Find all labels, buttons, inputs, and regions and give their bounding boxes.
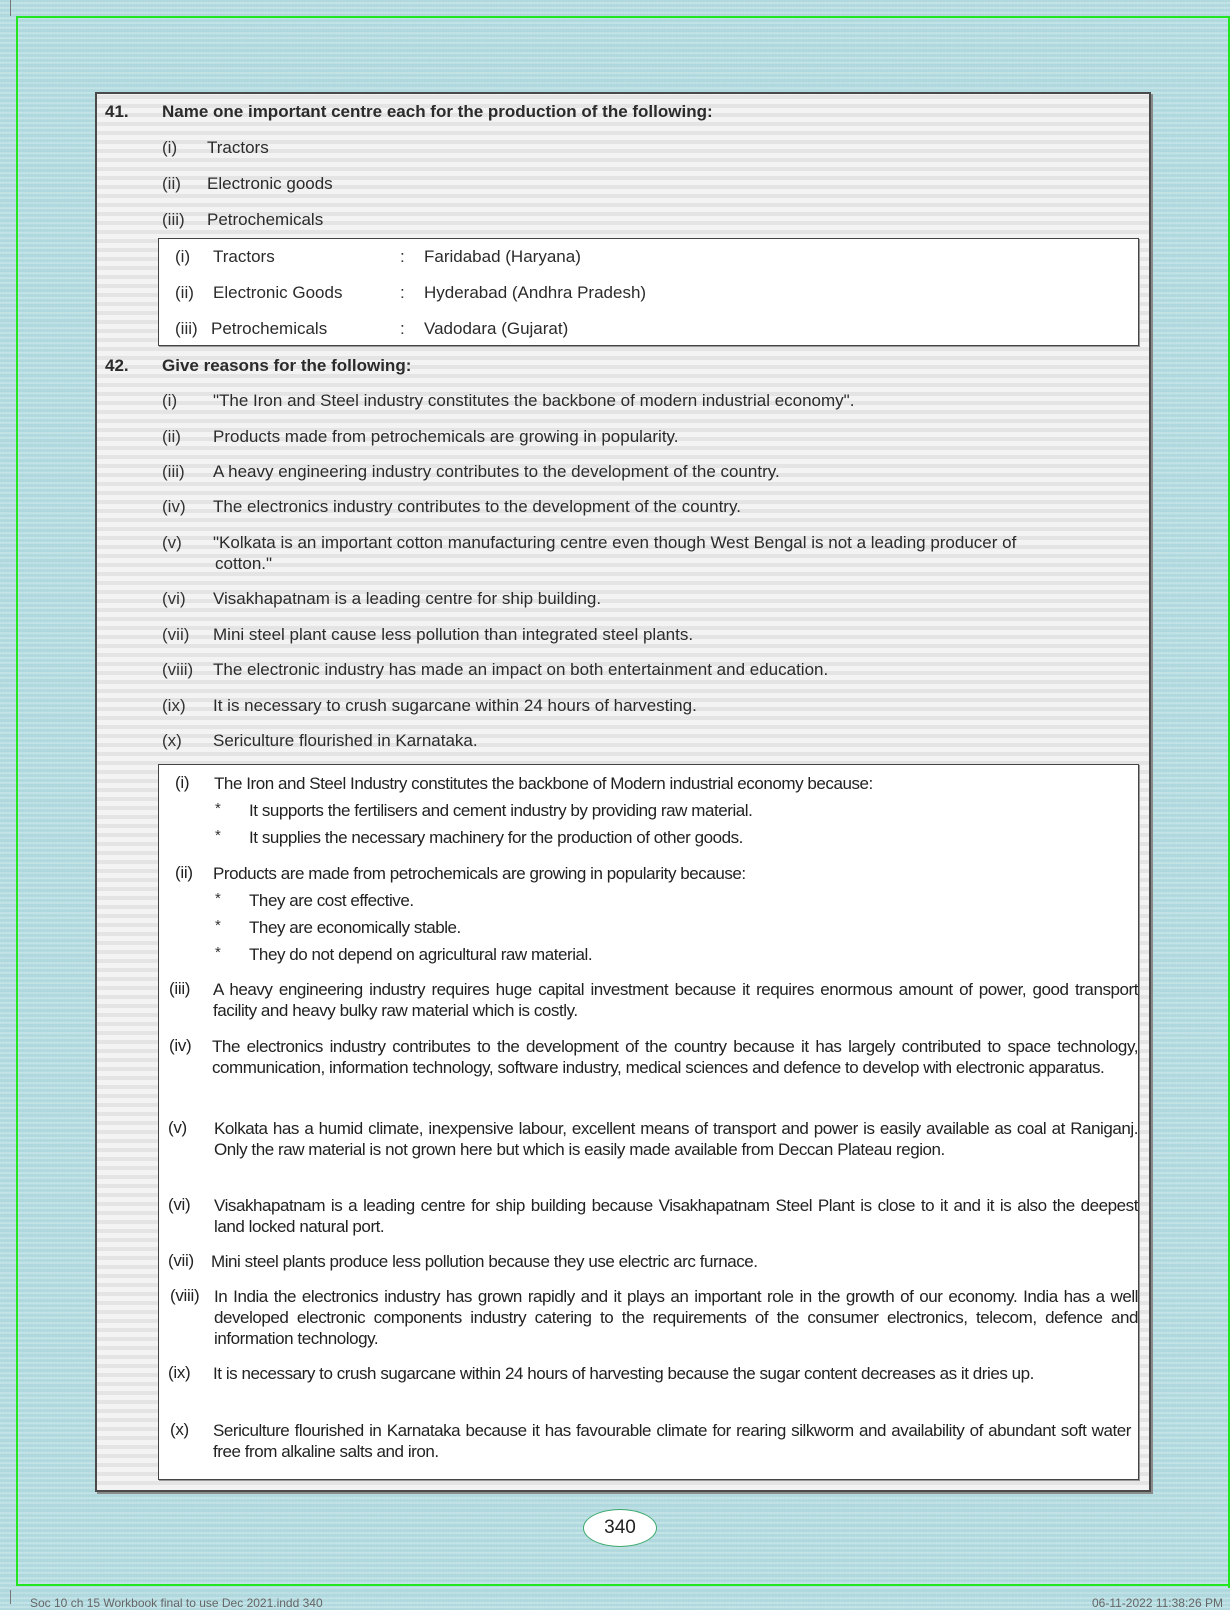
q42-item-roman: (iii) <box>162 462 185 481</box>
q42-answer-text: Visakhapatnam is a leading centre for ship building because Visakhapatnam Steel Plant is close to it and it is also the deepest land locked natural port. <box>214 1196 1138 1236</box>
q42-answer-roman: (ii) <box>175 863 193 882</box>
q42-item: Sericulture flourished in Karnataka. <box>213 731 478 750</box>
q41-item-roman: (iii) <box>162 210 185 229</box>
q42-item: It is necessary to crush sugarcane within 24 hours of harvesting. <box>213 696 697 715</box>
q41-answer-box <box>158 238 1139 346</box>
q42-item-roman: (x) <box>162 731 182 750</box>
q42-answer-text: Sericulture flourished in Karnataka because it has favourable climate for rearing silkworm and availability of abundant soft water free from alkaline salts and iron. <box>213 1421 1131 1461</box>
q42-item: The electronic industry has made an impact on both entertainment and education. <box>213 660 829 679</box>
q41-answer-centre: Hyderabad (Andhra Pradesh) <box>424 283 647 302</box>
q42-item: Mini steel plant cause less pollution than integrated steel plants. <box>213 625 694 644</box>
q42-item-continuation: cotton." <box>215 554 273 573</box>
q42-answer-roman: (x) <box>170 1420 189 1439</box>
page-number-badge <box>583 1509 657 1547</box>
q42-answer-text: Products are made from petrochemicals are growing in popularity because: <box>213 864 746 883</box>
q41-item-roman: (ii) <box>162 174 181 193</box>
page-number: 340 <box>604 1517 636 1538</box>
q42-answer-text: In India the electronics industry has grown rapidly and it plays an important role in the growth of our economy. India has a well developed electronic components industry catering to the requirements of the consumer electronics, telecom, defence and information technology. <box>214 1287 1138 1348</box>
q42-answer-text: A heavy engineering industry requires huge capital investment because it requires enormous amount of power, good transport facility and heavy bulky raw material which is costly. <box>213 980 1138 1020</box>
q41-answer-centre: Vadodara (Gujarat) <box>424 319 569 338</box>
q42-answer-roman: (i) <box>175 773 190 792</box>
q42-item: A heavy engineering industry contributes to the development of the country. <box>213 462 780 481</box>
q42-answer-bullet: It supplies the necessary machinery for the production of other goods. <box>249 828 743 847</box>
q42-answer-roman: (vii) <box>168 1251 194 1270</box>
q42-item: "The Iron and Steel industry constitutes the backbone of modern industrial economy". <box>213 391 855 410</box>
q42-answer-text: Kolkata has a humid climate, inexpensive labour, excellent means of transport and power is easily available as coal at Raniganj. Only the raw material is not grown here but which is easily made available from Deccan Plateau region. <box>214 1119 1138 1159</box>
q42-answer-roman: (vi) <box>168 1195 191 1214</box>
q41-answer-item: Electronic Goods <box>213 283 343 302</box>
q42-item-roman: (vii) <box>162 625 190 644</box>
q41-item: Petrochemicals <box>207 210 324 229</box>
q41-answer-separator: : <box>400 319 405 338</box>
q42-item: Visakhapatnam is a leading centre for ship building. <box>213 589 602 608</box>
q42-item-roman: (ix) <box>162 696 186 715</box>
question-41-number: 41. <box>105 102 129 121</box>
q41-item: Tractors <box>207 138 269 157</box>
bullet-star-icon: * <box>215 917 221 934</box>
question-41-title: Name one important centre each for the production of the following: <box>162 102 713 121</box>
question-42-title: Give reasons for the following: <box>162 356 412 375</box>
q42-answer-box <box>158 764 1139 1480</box>
crop-mark <box>10 1590 11 1604</box>
q42-answer-roman: (v) <box>168 1118 187 1137</box>
q41-answer-item: Petrochemicals <box>211 319 328 338</box>
q42-item-roman: (v) <box>162 533 182 552</box>
q41-item: Electronic goods <box>207 174 333 193</box>
q42-answer-text: It is necessary to crush sugarcane within 24 hours of harvesting because the sugar content decreases as it dries up. <box>213 1364 1034 1383</box>
q42-answer-text: The Iron and Steel Industry constitutes the backbone of Modern industrial economy because: <box>214 774 873 793</box>
bullet-star-icon: * <box>215 890 221 907</box>
crop-mark <box>10 0 11 16</box>
q42-item-roman: (viii) <box>162 660 194 679</box>
q42-item: The electronics industry contributes to the development of the country. <box>213 497 741 516</box>
q42-answer-bullet: They do not depend on agricultural raw material. <box>249 945 593 964</box>
q41-item-roman: (i) <box>162 138 178 157</box>
q42-item-roman: (ii) <box>162 427 181 446</box>
q41-answer-separator: : <box>400 247 405 266</box>
q42-answer-text: The electronics industry contributes to the development of the country because it has largely contributed to space technology, communication, information technology, software industry, medical sciences and defence to develop with electronic apparatus. <box>212 1037 1138 1077</box>
bullet-star-icon: * <box>215 827 221 844</box>
q42-answer-bullet: They are cost effective. <box>249 891 414 910</box>
q42-answer-text: Mini steel plants produce less pollution because they use electric arc furnace. <box>211 1252 758 1271</box>
q42-answer-roman: (iv) <box>169 1036 192 1055</box>
q41-answer-roman: (i) <box>175 247 191 266</box>
q42-answer-bullet: They are economically stable. <box>249 918 461 937</box>
q42-answer-roman: (iii) <box>169 979 191 998</box>
q42-item-roman: (vi) <box>162 589 186 608</box>
q41-answer-item: Tractors <box>213 247 275 266</box>
footer-file-info: Soc 10 ch 15 Workbook final to use Dec 2021.indd 340 <box>30 1596 323 1610</box>
q41-answer-centre: Faridabad (Haryana) <box>424 247 581 266</box>
q42-answer-roman: (ix) <box>168 1363 191 1382</box>
question-42-number: 42. <box>105 356 129 375</box>
q42-item: Products made from petrochemicals are growing in popularity. <box>213 427 679 446</box>
bullet-star-icon: * <box>215 944 221 961</box>
q42-item-roman: (iv) <box>162 497 186 516</box>
footer-timestamp: 06-11-2022 11:38:26 PM <box>1092 1596 1223 1610</box>
q42-item: "Kolkata is an important cotton manufacturing centre even though West Bengal is not a leading producer of <box>213 533 1017 552</box>
q41-answer-roman: (ii) <box>175 283 194 302</box>
q41-answer-roman: (iii) <box>175 319 198 338</box>
q42-item-roman: (i) <box>162 391 178 410</box>
q42-answer-roman: (viii) <box>170 1286 200 1305</box>
q42-answer-bullet: It supports the fertilisers and cement industry by providing raw material. <box>249 801 753 820</box>
q41-answer-separator: : <box>400 283 405 302</box>
bullet-star-icon: * <box>215 800 221 817</box>
